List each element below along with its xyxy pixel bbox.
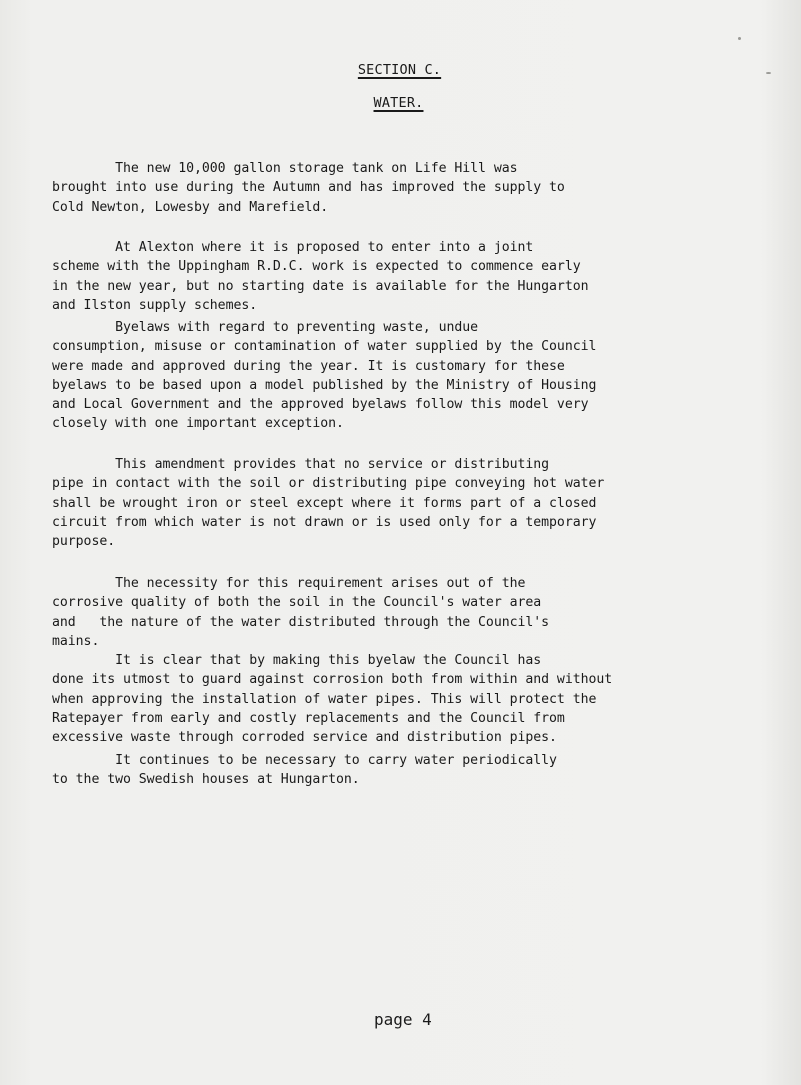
text-line: shall be wrought iron or steel except where it forms part of a closed xyxy=(52,495,597,511)
paragraph-corrosion xyxy=(52,651,760,747)
section-title: SECTION C. xyxy=(357,62,442,78)
text-line: At Alexton where it is proposed to enter into a joint xyxy=(52,240,534,255)
paragraph-amendment xyxy=(52,455,760,551)
text-line: Ratepayer from early and costly replacements and the Council from xyxy=(52,710,565,726)
text-line: to the two Swedish houses at Hungarton. xyxy=(52,772,360,788)
subsection-title: WATER. xyxy=(373,95,424,111)
scan-speck xyxy=(766,72,771,74)
text-line: pipe in contact with the soil or distributing pipe conveying hot water xyxy=(52,476,605,492)
paragraph-alexton-scheme xyxy=(52,238,760,315)
page-number: page 4 xyxy=(374,1010,432,1029)
text-line: were made and approved during the year. It is customary for these xyxy=(52,358,565,374)
text-line: and the nature of the water distributed through the Council's xyxy=(52,614,550,630)
text-line: mains. xyxy=(52,633,100,649)
text-line: done its utmost to guard against corrosion both from within and without xyxy=(52,672,613,688)
text-line: The new 10,000 gallon storage tank on Life Hill was xyxy=(52,161,518,176)
text-line: Byelaws with regard to preventing waste, undue xyxy=(52,320,479,335)
text-line: Cold Newton, Lowesby and Marefield. xyxy=(52,199,329,215)
text-line: closely with one important exception. xyxy=(52,416,344,432)
text-line: and Ilston supply schemes. xyxy=(52,297,258,313)
text-line: in the new year, but no starting date is available for the Hungarton xyxy=(52,278,589,294)
text-line: scheme with the Uppingham R.D.C. work is expected to commence early xyxy=(52,259,581,275)
text-line: purpose. xyxy=(52,534,116,550)
text-line: byelaws to be based upon a model published by the Ministry of Housing xyxy=(52,377,597,393)
text-line: consumption, misuse or contamination of water supplied by the Council xyxy=(52,339,597,355)
text-line: corrosive quality of both the soil in the Council's water area xyxy=(52,595,542,611)
text-line: It is clear that by making this byelaw the Council has xyxy=(52,653,542,668)
scan-speck xyxy=(738,37,741,40)
text-line: The necessity for this requirement arises out of the xyxy=(52,576,526,591)
text-line: excessive waste through corroded service and distribution pipes. xyxy=(52,730,557,746)
text-line: circuit from which water is not drawn or is used only for a temporary xyxy=(52,514,597,530)
text-line: when approving the installation of water pipes. This will protect the xyxy=(52,691,597,707)
text-line: This amendment provides that no service or distributing xyxy=(52,457,550,472)
paragraph-storage-tank xyxy=(52,159,760,217)
paragraph-necessity xyxy=(52,574,760,651)
text-line: brought into use during the Autumn and has improved the supply to xyxy=(52,180,565,196)
text-line: and Local Government and the approved byelaws follow this model very xyxy=(52,397,589,413)
text-line: It continues to be necessary to carry water periodically xyxy=(52,753,557,768)
paragraph-byelaws xyxy=(52,318,760,434)
paragraph-swedish-houses xyxy=(52,751,760,790)
